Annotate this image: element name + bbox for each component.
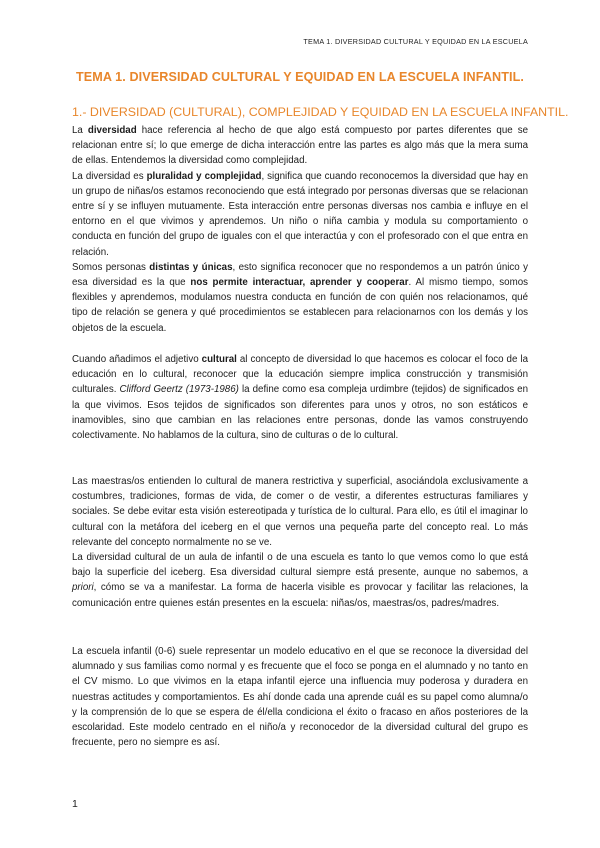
body-block-1: [72, 123, 528, 336]
bold-term: nos permite interactuar, aprender y cooperar: [190, 277, 409, 289]
paragraph-iceberg: [72, 550, 528, 611]
page-number: 1: [72, 798, 78, 810]
text-run: La: [72, 125, 88, 136]
bold-term: cultural: [201, 354, 237, 365]
paragraph-distintas-unicas: [72, 260, 528, 336]
text-run: La diversidad cultural de un aula de infantil o de una escuela es tanto lo que vemos como lo que está bajo la superficie del iceberg. Esa diversidad cultural siempre está presente, aunque no sabemos, a: [72, 552, 528, 579]
paragraph-maestras: Las maestras/os entienden lo cultural de manera restrictiva y superficial, asociándola exclusivamente a costumbres, tradiciones, formas de vida, de comer o de vestir, a diferentes estructuras familiares y sociales. Se debe evitar esta visión estereotipada y turística de lo cultural. Para ello, es útil el imaginar lo cultural con la metáfora del iceberg en el que vernos una pequeña parte del concepto real. Lo más relevante del concepto normalmente no se ve.: [72, 476, 528, 548]
text-run: Somos personas: [72, 261, 150, 273]
text-run: al concepto de diversidad lo que hacemos es colocar el foco de la educación en lo cultural, reconocer que la educación siempre implica construcción y transmisión culturales.: [72, 354, 528, 396]
paragraph-diversidad: [72, 123, 528, 169]
bold-term: diversidad: [87, 125, 137, 136]
body-block-2: [72, 352, 528, 443]
text-run: La diversidad es: [72, 170, 147, 182]
paragraph-escuela-infantil: La escuela infantil (0-6) suele representar un modelo educativo en el que se reconoce la diversidad del alumnado y sus familias como normal y es frecuente que el foco se ponga en el alumnado y no tanto en el CV mismo. Lo que vivimos en la etapa infantil ejerce una influencia muy poderosa y duradera en nuestras actitudes y comportamientos. Es ahí donde cada una aprende cuál es su papel como alumna/o y la comprensión de lo que se espera de él/ella condiciona el éxito o fracaso en años posteriores de la escolaridad. Este modelo centrado en el niño/a y reconocedor de la diversidad cultural del grupo es frecuente, pero no siempre es así.: [72, 646, 528, 749]
text-run: hace referencia al hecho de que algo está compuesto por partes diferentes que se relacionan entre sí; lo que emerge de dicha interacción entre las partes es algo más que la mera suma de ellas. Entendemos la diversidad como complejidad.: [72, 125, 528, 167]
text-run: , significa que cuando reconocemos la diversidad que hay en un grupo de niñas/os estamos reconociendo que está integrado por personas diversas que se relacionan entre sí y se influyen mutuamente. Esta interacción entre personas diversas nos cambia e influye en el entorno en el que vivimos y aprendemos. Un niño o niña cambia y modula su comportamiento o conducta en función del grupo de iguales con el que interactúa y con el profesorado con el que entra en relación.: [72, 170, 528, 258]
text-run: . Al mismo tiempo, somos flexibles y aprendemos, modulamos nuestra conducta en función de con quién nos relacionamos, qué tipo de relación se genera y qué procedimientos se establecen para relacionarnos con los demás y los objetos de la escuela.: [72, 277, 528, 334]
italic-term: priori: [72, 582, 94, 594]
paragraph-cultural: [72, 352, 528, 443]
bold-term: distintas y únicas: [149, 261, 233, 273]
running-header: TEMA 1. DIVERSIDAD CULTURAL Y EQUIDAD EN LA ESCUELA: [303, 37, 528, 46]
section-heading: 1.- DIVERSIDAD (CULTURAL), COMPLEJIDAD Y EQUIDAD EN LA ESCUELA INFANTIL.: [72, 105, 569, 119]
text-run: , esto significa reconocer que no respondemos a un patrón único y esa diversidad es la que: [72, 261, 528, 289]
text-run: la define como esa compleja urdimbre (tejidos) de significados en la que vivimos. Esos tejidos de significados son diferentes para unos y otros, no son estáticos e inamovibles, sino que cambian en las relaciones entre personas, donde las vamos construyendo colectivamente. No hablamos de la cultura, sino de culturas o de lo cultural.: [72, 384, 528, 442]
italic-citation: Clifford Geertz (1973-1986): [119, 384, 239, 396]
text-run: Cuando añadimos el adjetivo: [72, 354, 202, 365]
text-run: , cómo se va a manifestar. La forma de hacerla visible es provocar y facilitar las relaciones, la comunicación entre quienes están presentes en la escuela: niñas/os, maestras/os, padres/madres.: [72, 582, 528, 609]
body-block-4: [72, 644, 528, 750]
body-block-3: [72, 474, 528, 611]
document-title: TEMA 1. DIVERSIDAD CULTURAL Y EQUIDAD EN LA ESCUELA INFANTIL.: [75, 70, 525, 84]
bold-term: pluralidad y complejidad: [146, 170, 262, 182]
paragraph-pluralidad: [72, 169, 528, 260]
